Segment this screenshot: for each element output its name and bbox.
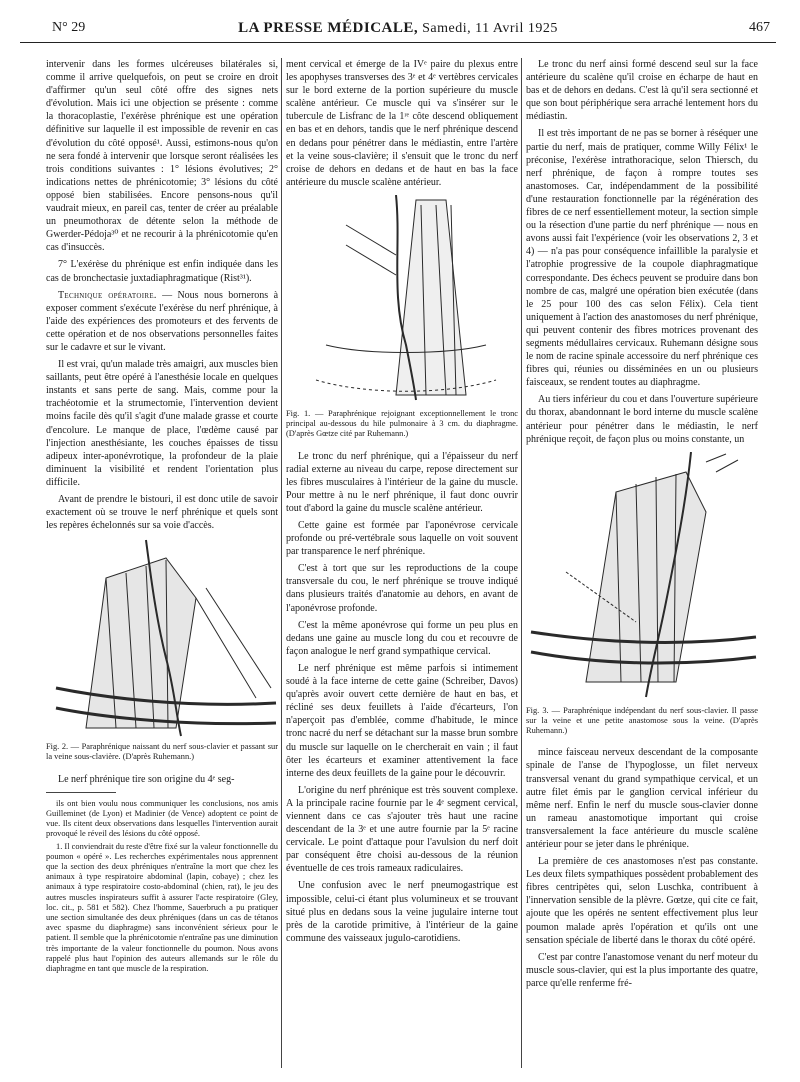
paragraph: Une confusion avec le nerf pneumogastrique est impossible, celui-ci étant plus volumineux et se trouvant situé plus en dedans sous la veine jugulaire interne tout près de la carotide primitive, à l'intérieur de la gaine commune des vaisseaux jugulo-carotidiens. [286,880,518,944]
figure-3-caption: Fig. 3. — Paraphrénique indépendant du nerf sous-clavier. Il passe sur la veine et une petite anastomose sous la veine. (D'après Ruhemann.) [526,705,758,736]
paragraph: Le nerf phrénique tire son origine du 4ᵉ seg- [58,773,235,785]
paragraph: Le tronc du nerf phrénique, qui a l'épaisseur du nerf radial externe au niveau du carpe, repose directement sur les fibres musculaires à l'intérieur de la gaine du muscle. Pour mettre à nu le nerf phrénique, il faut donc ouvrir tout d'abord la gaine du muscle scalène antérieur. [286,450,518,514]
paragraph: C'est la même aponévrose qui forme un peu plus en dedans une gaine au muscle long du cou et recouvre de façon analogue le nerf grand sympathique cervical. [286,619,518,657]
footnote: 1. Il conviendrait du reste d'être fixé sur la valeur fonctionnelle du poumon « opéré ». Les recherches expérimentales nous apprennent que la section des deux phréniques n'entraîne la mort que chez les animaux à type respiratoire abdominal (lapin, cobaye) ; chez les animaux à type respiratoire costo-abdominal (chien, rat), le jeu des autres muscles inspirateurs suffit à assurer l'acte respiratoire (Gley, loc. cit., p. 581 et 582). Chez l'homme, Sauerbruch a pu pratiquer une section simultanée des deux phréniques (dans un cas de tétanos avec spasme du diaphragme) sans inconvénient sérieux pour le patient. Il semble que la phrénicotomie n'entraîne pas une diminution très importante de la valeur fonctionnelle du poumon. Nous avons rappelé plus haut l'opinion des auteurs allemands sur le rôle du diaphragme en tant que muscle de la respiration. [46,841,278,974]
paragraph: Le nerf phrénique est même parfois si intimement soudé à la face interne de cette gaine (Schreiber, Davos) qu'après avoir ouvert cette dernière de haut en bas, et récliné ses deux feuillets à l'aide d'écarteurs, l'on n'aperçoit pas d'emblée, comme d'habitude, le mince tronc nacré du nerf se détachant sur la masse brun sombre du muscle sur laquelle on le chercherait en vain ; il faut ôter les écarteurs et examiner attentivement la face interne des deux feuillets de la gaine pour le découvrir. [286,662,518,779]
paragraph: Le tronc du nerf ainsi formé descend seul sur la face antérieure du scalène qu'il croise en écharpe de haut en bas et de dehors en dedans. C'est là qu'il sera sectionné et que son bout périphérique sera arraché lentement hors du médiastin. [526,59,758,123]
paragraph: intervenir dans les formes ulcéreuses bilatérales si, comme il arrive quelquefois, on peut se croire en droit d'affirmer qu'un seul côté offre des signes nets d'évolution. Mais ici une objection se présente : comme la thoracoplastie, l'exérèse phrénique est une opération définitive sur laquelle il est impossible de revenir en cas d'évolution du côté opposé¹. Aussi, estimons-nous qu'on ne sera fondé à intervenir que lorsque seront réalisées les trois conditions suivantes : 1° lésions évolutives; 2° indications nettes de phrénicotomie; 3° lésions du côté opposé bien stabilisées. Encore pensons-nous qu'il vaudrait mieux, en pareil cas, tenter de créer au préalable un pneumothorax de détente selon la méthode de Gwerder-Pédoja³⁰ et ne recourir à la phrénicotomie qu'en cas d'insuccès. [46,59,278,254]
column-rule-1 [281,58,282,1068]
column-1 [46,58,278,1074]
paragraph-text: — Nous nous bornerons à exposer comment s'exécute l'exérèse du nerf phrénique, à l'aide des expériences des promoteurs et des fervents de cette opération et de nos observations personnelles faites sur le cadavre et sur le vivant. [46,289,278,353]
journal-title [20,20,776,37]
column-3 [526,58,758,1074]
issue-date: Samedi, 11 Avril 1925 [422,21,558,36]
figure-2-caption: Fig. 2. — Paraphrénique naissant du nerf sous-clavier et passant sur la veine sous-clavière. (D'après Ruhemann.) [46,742,278,762]
paragraph: 7° L'exérèse du phrénique est enfin indiquée dans les cas de bronchectasie juxtadiaphragmatique (Rist³¹). [46,259,278,284]
figure-1-caption: Fig. 1. — Paraphrénique rejoignant exceptionnellement le tronc principal au-dessous du hile pulmonaire à 3 cm. du diaphragme. (D'après Gœtze cité par Ruhemann.) [286,408,518,439]
section-heading: Technique opératoire. [58,289,157,301]
paragraph: La première de ces anastomoses n'est pas constante. Les deux filets sympathiques possèdent probablement des fibres centripètes qui, selon Luschka, contribuent à l'innervation sensible de la plèvre. Gœtze, qui cite ce fait, ajoute que les opérés ne sentent effectivement plus leur poumon malade après l'opération et qu'ils ont une sensation spéciale de liberté dans le thorax du côté opéré. [526,856,758,946]
paragraph [46,289,278,354]
column-rule-2 [521,58,522,1068]
figure-2-illustration [46,538,278,738]
paragraph: Avant de prendre le bistouri, il est donc utile de savoir exactement où se trouve le nerf phrénique et quels sont les repères échelonnés sur sa voie d'accès. [46,494,278,532]
figure-1-illustration [286,195,518,405]
paragraph: Il est très important de ne pas se borner à réséquer une partie du nerf, mais de pratiquer, comme Willy Félix¹ le préconise, l'exérèse intrathoracique, selon Thiersch, du nerf phrénique, de façon à rompre toutes ses anastomoses. Car, indépendamment de la possibilité d'une restauration fonctionnelle par la régénération des fibres de ce nerf essentiellement moteur, la section simple ou la résection d'une partie du nerf phrénique — nous en avons aussi fait l'expérience (voir les observations 2, 3 et 4) — n'a pas pour conséquence infaillible la paralysie et l'atrophie progressive de la coupole diaphragmatique correspondante. Des échecs peuvent se produire dans bon nombre de cas, malgré une opération bien exécutée (dans le 25 pour 100 des cas selon Félix). Cela tient uniquement à l'action des anastomoses du nerf phrénique, qui peuvent contenir des fibres motrices provenant des segments médullaires cervicaux. Ruhemann désigne sous le nom de racine spinale accessoire du nerf phrénique ces fibres qui, réunies ou disséminées en un ou plusieurs faisceaux, se rendent toutes au diaphragme. [526,128,758,389]
footnote: ils ont bien voulu nous communiquer les conclusions, nos amis Guilleminet (de Lyon) et Madinier (de Vence) adoptent ce point de vue. Ils citent deux observations dans lesquelles l'intervention aurait provoqué le réveil des lésions du côté opposé. [46,798,278,839]
footnote-divider [46,792,116,793]
paragraph: L'origine du nerf phrénique est très souvent complexe. A la principale racine fournie par le 4ᵉ segment cervical, viennent dans ce cas s'ajouter très haut une racine descendant de la 3ᵉ et une autre fournie par la 5ᵉ racine cervicale. Le point d'attaque pour l'avulsion du nerf doit par conséquent être choisi au-dessous de la réunion éventuelle de ces trois rameaux radiculaires. [286,784,518,875]
column-2 [286,58,518,1074]
paragraph: Cette gaine est formée par l'aponévrose cervicale profonde ou pré-vertébrale sous laquelle on voit souvent par transparence le nerf phrénique. [286,520,518,558]
journal-name: LA PRESSE MÉDICALE, [238,20,419,36]
paragraph: Au tiers inférieur du cou et dans l'ouverture supérieure du thorax, abandonnant le bord interne du muscle scalène antérieur pour pénétrer dans le médiastin, le nerf phrénique reçoit, de façon plus ou moins constante, un [526,394,758,445]
paragraph: C'est par contre l'anastomose venant du nerf moteur du muscle sous-clavier, qui est la plus importante des quatre, parce qu'elle renferme fré- [526,951,758,989]
figure-3-illustration [526,452,758,702]
paragraph: Il est vrai, qu'un malade très amaigri, aux muscles bien saillants, peut être opéré à l'anesthésie locale en quelques instants et sans perte de sang. Mais, comme pour la trachéotomie et la strumectomie, l'intervention devient moins facile dès qu'il s'agit d'une malade grasse et courte d'encolure. Le manque de place, l'œdème causé par l'injection anesthésiante, les couches épaisses de tissu adipeux inter-aponévrotique, la profondeur de la plaie diminuent la visibilité et rendent l'orientation plus difficile. [46,359,278,488]
paragraph: C'est à tort que sur les reproductions de la coupe transversale du cou, le nerf phrénique se trouve indiqué dans plusieurs traités d'anatomie au dehors, en avant de l'aponévrose profonde. [286,563,518,614]
page-header [20,14,776,43]
paragraph: ment cervical et émerge de la IVᵉ paire du plexus entre les apophyses transverses des 3ᵉ et 4ᵉ vertèbres cervicales sur le bord externe de la portion supérieure du muscle scalène antérieur. Ce muscle qui va s'insérer sur le tubercule de Lisfranc de la 1ʳᵉ côte descend obliquement en bas et en dehors, tandis que le nerf phrénique descend en dedans pour pénétrer dans le médiastin, entre l'artère et la veine sous-clavière; il s'ensuit que le tronc du nerf croise de dehors en dedans et de haut en bas la face antérieure du muscle scalène antérieur. [286,59,518,188]
page-number: 467 [749,20,770,35]
issue-number: N° 29 [52,20,86,35]
paragraph: mince faisceau nerveux descendant de la composante spinale de l'anse de l'hypoglosse, un filet nerveux transversal venant du grand sympathique cervical, et un autre filet émis par le ganglion cervical inférieur du même nerf. Enfin le nerf du muscle sous-clavier donne un rameau anastomotique important qui croise transversalement la face antérieure du muscle scalène antérieur pour se jeter dans le phrénique. [526,747,758,850]
